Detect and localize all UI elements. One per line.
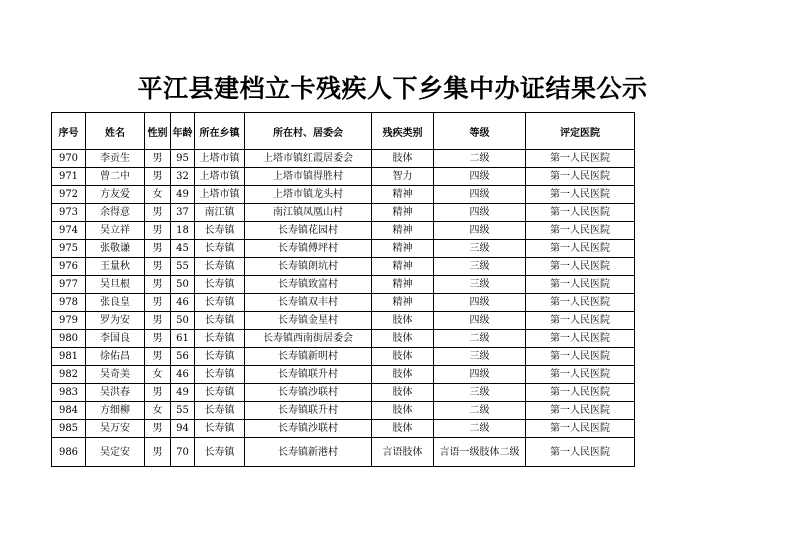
age-cell: 37 [171, 204, 195, 222]
township-cell: 上塔市镇 [195, 168, 245, 186]
hospital-cell: 第一人民医院 [526, 204, 635, 222]
township-cell: 长寿镇 [195, 276, 245, 294]
township-cell: 长寿镇 [195, 294, 245, 312]
gender-cell: 男 [145, 276, 171, 294]
name-cell: 王量秋 [86, 258, 145, 276]
table-body [52, 150, 635, 467]
table-row [52, 240, 635, 258]
village-cell: 长寿镇西南街居委会 [245, 330, 372, 348]
name-cell: 吴立祥 [86, 222, 145, 240]
disability-type-cell: 肢体 [372, 150, 434, 168]
level-cell: 二级 [434, 402, 526, 420]
name-cell: 徐佑昌 [86, 348, 145, 366]
table-row [52, 402, 635, 420]
header-name: 姓名 [86, 113, 145, 150]
disability-type-cell: 言语肢体 [372, 438, 434, 467]
results-table [51, 112, 635, 467]
level-cell: 四级 [434, 366, 526, 384]
index-cell: 972 [52, 186, 86, 204]
age-cell: 95 [171, 150, 195, 168]
hospital-cell: 第一人民医院 [526, 186, 635, 204]
table-row [52, 168, 635, 186]
hospital-cell: 第一人民医院 [526, 420, 635, 438]
township-cell: 南江镇 [195, 204, 245, 222]
township-cell: 长寿镇 [195, 330, 245, 348]
disability-type-cell: 肢体 [372, 330, 434, 348]
hospital-cell: 第一人民医院 [526, 294, 635, 312]
gender-cell: 男 [145, 240, 171, 258]
disability-type-cell: 精神 [372, 222, 434, 240]
age-cell: 56 [171, 348, 195, 366]
disability-type-cell: 精神 [372, 204, 434, 222]
level-cell: 四级 [434, 204, 526, 222]
hospital-cell: 第一人民医院 [526, 222, 635, 240]
township-cell: 上塔市镇 [195, 186, 245, 204]
age-cell: 55 [171, 258, 195, 276]
index-cell: 983 [52, 384, 86, 402]
village-cell: 上塔市镇红霞居委会 [245, 150, 372, 168]
header-row [52, 113, 635, 150]
gender-cell: 男 [145, 330, 171, 348]
index-cell: 976 [52, 258, 86, 276]
village-cell: 长寿镇花园村 [245, 222, 372, 240]
name-cell: 张良皇 [86, 294, 145, 312]
township-cell: 长寿镇 [195, 438, 245, 467]
hospital-cell: 第一人民医院 [526, 312, 635, 330]
hospital-cell: 第一人民医院 [526, 240, 635, 258]
village-cell: 长寿镇双丰村 [245, 294, 372, 312]
disability-type-cell: 精神 [372, 294, 434, 312]
index-cell: 985 [52, 420, 86, 438]
header-disability-type: 残疾类别 [372, 113, 434, 150]
village-cell: 长寿镇沙联村 [245, 384, 372, 402]
gender-cell: 女 [145, 366, 171, 384]
gender-cell: 男 [145, 168, 171, 186]
level-cell: 言语一级肢体二级 [434, 438, 526, 467]
disability-type-cell: 肢体 [372, 420, 434, 438]
disability-type-cell: 智力 [372, 168, 434, 186]
age-cell: 46 [171, 294, 195, 312]
header-level: 等级 [434, 113, 526, 150]
name-cell: 方细柳 [86, 402, 145, 420]
gender-cell: 男 [145, 438, 171, 467]
level-cell: 三级 [434, 240, 526, 258]
hospital-cell: 第一人民医院 [526, 384, 635, 402]
township-cell: 长寿镇 [195, 240, 245, 258]
hospital-cell: 第一人民医院 [526, 348, 635, 366]
table-row [52, 330, 635, 348]
header-age: 年龄 [171, 113, 195, 150]
village-cell: 长寿镇新明村 [245, 348, 372, 366]
table-row [52, 438, 635, 467]
gender-cell: 男 [145, 222, 171, 240]
village-cell: 上塔市镇得胜村 [245, 168, 372, 186]
hospital-cell: 第一人民医院 [526, 168, 635, 186]
age-cell: 18 [171, 222, 195, 240]
gender-cell: 女 [145, 402, 171, 420]
disability-type-cell: 肢体 [372, 312, 434, 330]
index-cell: 979 [52, 312, 86, 330]
table-row [52, 420, 635, 438]
index-cell: 986 [52, 438, 86, 467]
level-cell: 二级 [434, 420, 526, 438]
village-cell: 长寿镇傅坪村 [245, 240, 372, 258]
name-cell: 余得意 [86, 204, 145, 222]
level-cell: 四级 [434, 294, 526, 312]
township-cell: 长寿镇 [195, 258, 245, 276]
disability-type-cell: 肢体 [372, 366, 434, 384]
name-cell: 方友爱 [86, 186, 145, 204]
index-cell: 975 [52, 240, 86, 258]
table-row [52, 222, 635, 240]
township-cell: 上塔市镇 [195, 150, 245, 168]
township-cell: 长寿镇 [195, 366, 245, 384]
level-cell: 三级 [434, 348, 526, 366]
township-cell: 长寿镇 [195, 312, 245, 330]
gender-cell: 男 [145, 348, 171, 366]
level-cell: 四级 [434, 222, 526, 240]
name-cell: 罗为安 [86, 312, 145, 330]
table-row [52, 348, 635, 366]
township-cell: 长寿镇 [195, 420, 245, 438]
name-cell: 吴定安 [86, 438, 145, 467]
gender-cell: 男 [145, 420, 171, 438]
disability-type-cell: 肢体 [372, 348, 434, 366]
age-cell: 45 [171, 240, 195, 258]
age-cell: 50 [171, 312, 195, 330]
hospital-cell: 第一人民医院 [526, 438, 635, 467]
index-cell: 984 [52, 402, 86, 420]
age-cell: 49 [171, 384, 195, 402]
township-cell: 长寿镇 [195, 402, 245, 420]
village-cell: 长寿镇联升村 [245, 402, 372, 420]
age-cell: 49 [171, 186, 195, 204]
village-cell: 长寿镇致富村 [245, 276, 372, 294]
name-cell: 吴旦根 [86, 276, 145, 294]
header-hospital: 评定医院 [526, 113, 635, 150]
township-cell: 长寿镇 [195, 348, 245, 366]
village-cell: 长寿镇金星村 [245, 312, 372, 330]
table-row [52, 384, 635, 402]
name-cell: 张敬谦 [86, 240, 145, 258]
disability-type-cell: 精神 [372, 276, 434, 294]
name-cell: 曾二中 [86, 168, 145, 186]
gender-cell: 女 [145, 186, 171, 204]
hospital-cell: 第一人民医院 [526, 276, 635, 294]
village-cell: 长寿镇朗坑村 [245, 258, 372, 276]
level-cell: 四级 [434, 312, 526, 330]
gender-cell: 男 [145, 258, 171, 276]
index-cell: 982 [52, 366, 86, 384]
gender-cell: 男 [145, 294, 171, 312]
header-township: 所在乡镇 [195, 113, 245, 150]
index-cell: 970 [52, 150, 86, 168]
header-index: 序号 [52, 113, 86, 150]
name-cell: 李贡生 [86, 150, 145, 168]
township-cell: 长寿镇 [195, 222, 245, 240]
age-cell: 32 [171, 168, 195, 186]
disability-type-cell: 肢体 [372, 402, 434, 420]
table-row [52, 258, 635, 276]
village-cell: 长寿镇新港村 [245, 438, 372, 467]
disability-type-cell: 精神 [372, 240, 434, 258]
age-cell: 55 [171, 402, 195, 420]
age-cell: 94 [171, 420, 195, 438]
header-village: 所在村、居委会 [245, 113, 372, 150]
name-cell: 吴洪春 [86, 384, 145, 402]
index-cell: 980 [52, 330, 86, 348]
table-row [52, 276, 635, 294]
level-cell: 三级 [434, 384, 526, 402]
level-cell: 四级 [434, 168, 526, 186]
age-cell: 50 [171, 276, 195, 294]
township-cell: 长寿镇 [195, 384, 245, 402]
level-cell: 四级 [434, 186, 526, 204]
level-cell: 二级 [434, 150, 526, 168]
index-cell: 977 [52, 276, 86, 294]
disability-type-cell: 精神 [372, 186, 434, 204]
hospital-cell: 第一人民医院 [526, 402, 635, 420]
level-cell: 二级 [434, 330, 526, 348]
disability-type-cell: 精神 [372, 258, 434, 276]
index-cell: 974 [52, 222, 86, 240]
name-cell: 吴万安 [86, 420, 145, 438]
hospital-cell: 第一人民医院 [526, 150, 635, 168]
table-row [52, 366, 635, 384]
index-cell: 981 [52, 348, 86, 366]
village-cell: 南江镇凤凰山村 [245, 204, 372, 222]
village-cell: 长寿镇联升村 [245, 366, 372, 384]
table-row [52, 294, 635, 312]
name-cell: 李国良 [86, 330, 145, 348]
name-cell: 吴奇美 [86, 366, 145, 384]
table-row [52, 186, 635, 204]
gender-cell: 男 [145, 204, 171, 222]
hospital-cell: 第一人民医院 [526, 258, 635, 276]
index-cell: 973 [52, 204, 86, 222]
table-row [52, 204, 635, 222]
level-cell: 三级 [434, 258, 526, 276]
level-cell: 三级 [434, 276, 526, 294]
index-cell: 971 [52, 168, 86, 186]
village-cell: 长寿镇沙联村 [245, 420, 372, 438]
gender-cell: 男 [145, 384, 171, 402]
age-cell: 70 [171, 438, 195, 467]
table-row [52, 312, 635, 330]
gender-cell: 男 [145, 312, 171, 330]
village-cell: 上塔市镇龙头村 [245, 186, 372, 204]
hospital-cell: 第一人民医院 [526, 366, 635, 384]
age-cell: 46 [171, 366, 195, 384]
index-cell: 978 [52, 294, 86, 312]
page-title: 平江县建档立卡残疾人下乡集中办证结果公示 [137, 74, 648, 103]
gender-cell: 男 [145, 150, 171, 168]
header-gender: 性别 [145, 113, 171, 150]
table-row [52, 150, 635, 168]
disability-type-cell: 肢体 [372, 384, 434, 402]
hospital-cell: 第一人民医院 [526, 330, 635, 348]
age-cell: 61 [171, 330, 195, 348]
